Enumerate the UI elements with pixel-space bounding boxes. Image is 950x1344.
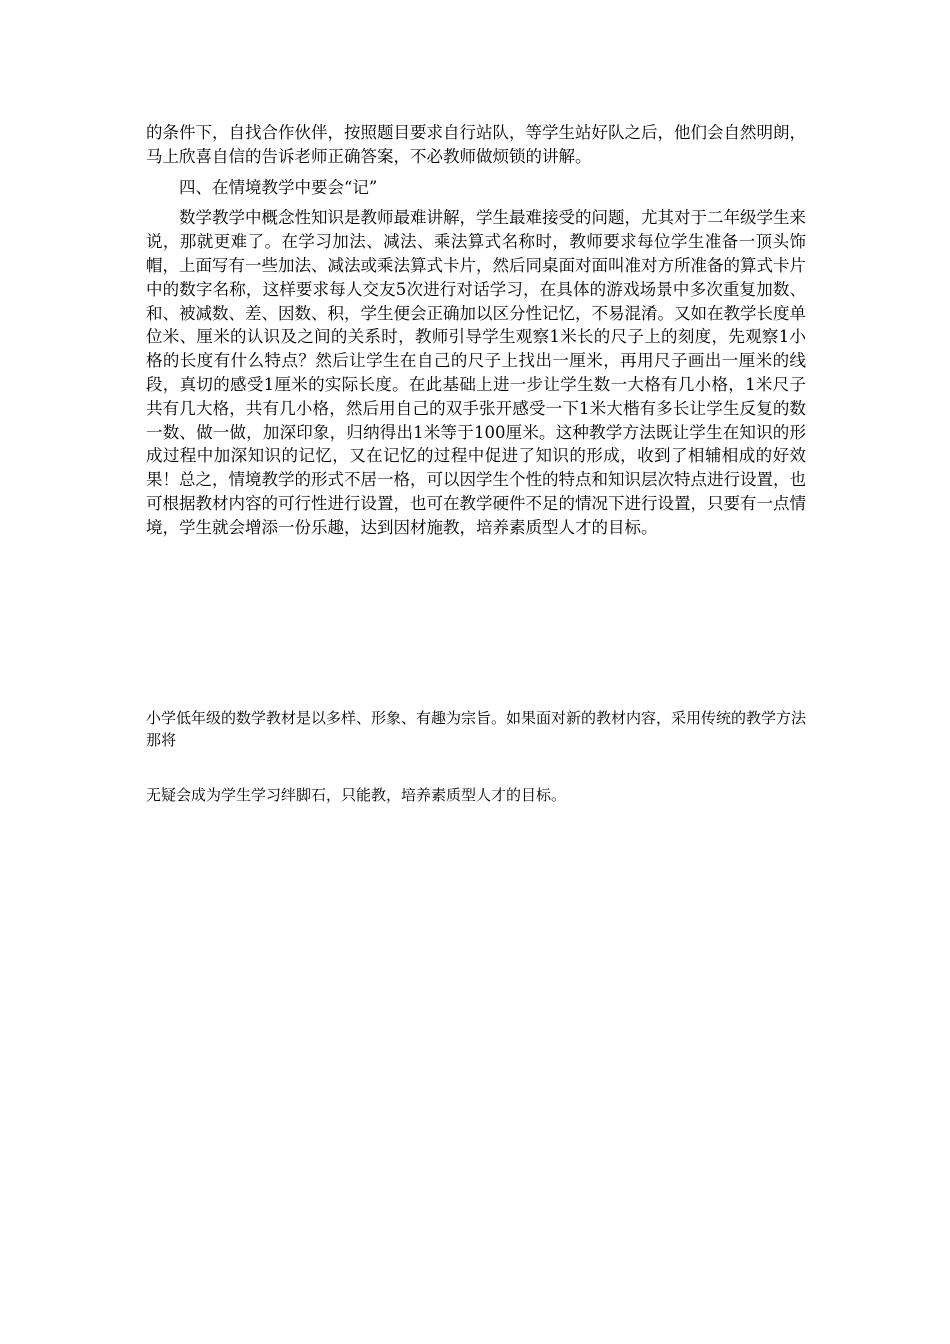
- continuation-paragraph: 的条件下，自找合作伙伴，按照题目要求自行站队，等学生站好队之后，他们会自然明朗，马上欣喜自信的告诉老师正确答案，不必教师做烦锁的讲解。: [146, 123, 806, 166]
- summary-paragraph-1: 小学低年级的数学教材是以多样、形象、有趣为宗旨。如果面对新的教材内容，采用传统的教学方法那将: [146, 709, 807, 749]
- main-text-block: [146, 121, 806, 540]
- summary-paragraph-2: 无疑会成为学生学习绊脚石，只能教，培养素质型人才的目标。: [146, 786, 567, 804]
- summary-block-2: [146, 784, 806, 806]
- body-paragraph: 数学教学中概念性知识是教师最难讲解，学生最难接受的问题，尤其对于二年级学生来说，那就更难了。在学习加法、减法、乘法算式名称时，教师要求每位学生准备一顶头饰帽，上面写有一些加法、减法或乘法算式卡片，然后同桌面对面叫准对方所准备的算式卡片中的数字名称，这样要求每人交友5次进行对话学习，在具体的游戏场景中多次重复加数、和、被减数、差、因数、积，学生便会正确加以区分性记忆，不易混淆。又如在教学长度单位米、厘米的认识及之间的关系时，教师引导学生观察1米长的尺子上的刻度，先观察1小格的长度有什么特点？然后让学生在自己的尺子上找出一厘米，再用尺子画出一厘米的线段，真切的感受1厘米的实际长度。在此基础上进一步让学生数一大格有几小格，1米尺子共有几大格，共有几小格，然后用自己的双手张开感受一下1米大楷有多长让学生反复的数一数、做一做，加深印象，归纳得出1米等于100厘米。这种教学方法既让学生在知识的形成过程中加深知识的记忆，又在记忆的过程中促进了知识的形成，收到了相辅相成的好效果！总之，情境教学的形式不居一格，可以因学生个性的特点和知识层次特点进行设置，也可根据教材内容的可行性进行设置，也可在教学硬件不足的情况下进行设置，只要有一点情境，学生就会增添一份乐趣，达到因材施教，培养素质型人才的目标。: [146, 208, 806, 537]
- section-heading: 四、在情境教学中要会“记”: [179, 177, 378, 197]
- summary-block-1: [146, 707, 806, 751]
